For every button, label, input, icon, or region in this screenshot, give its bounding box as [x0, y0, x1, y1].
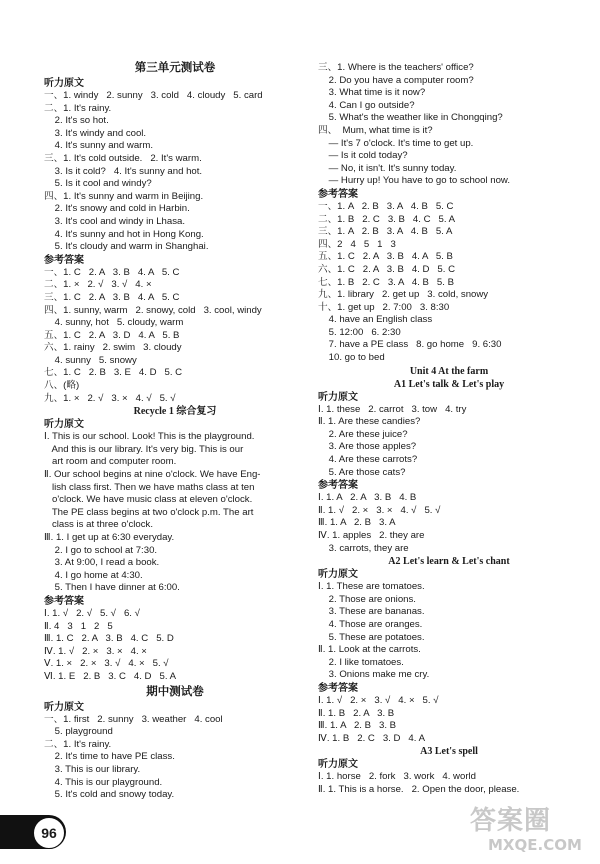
unit-heading: Recycle 1 综合复习	[133, 406, 217, 418]
text-line: 3. Is it cold? 4. It's sunny and hot.	[44, 165, 203, 177]
text-line: 3. It's windy and cool.	[44, 127, 147, 139]
text-line: Ⅱ. 1. Look at the carrots.	[318, 644, 421, 656]
right-column	[318, 62, 580, 797]
text-line: Ⅱ. Our school begins at nine o'clock. We have Eng-	[44, 469, 261, 481]
subsection-label: 参考答案	[318, 682, 358, 694]
text-line: 三、1. C 2. A 3. B 4. A 5. C	[44, 291, 180, 303]
text-line: 3. Onions make me cry.	[318, 669, 430, 681]
text-line: — No, it isn't. It's sunny today.	[318, 162, 457, 174]
text-line: 10. go to bed	[318, 352, 385, 364]
text-line: 4. Those are oranges.	[318, 618, 423, 630]
subsection-label: 参考答案	[318, 188, 358, 200]
text-line: 3. carrots, they are	[318, 542, 409, 554]
text-line: 4. It's sunny and hot in Hong Kong.	[44, 228, 204, 240]
text-line: 3. It's cool and windy in Lhasa.	[44, 215, 186, 227]
text-line: 2. It's snowy and cold in Harbin.	[44, 203, 190, 215]
text-line: Ⅲ. 1. A 2. B 3. A	[318, 517, 396, 529]
text-line: 4. sunny, hot 5. cloudy, warm	[44, 317, 184, 329]
text-line: 5. It's cloudy and warm in Shanghai.	[44, 241, 209, 253]
section-heading: 第三单元测试卷	[134, 62, 216, 74]
text-line: 四、 Mum, what time is it?	[318, 124, 433, 136]
text-line: 2. I go to school at 7:30.	[44, 544, 158, 556]
text-line: 三、1. A 2. B 3. A 4. B 5. A	[318, 226, 453, 238]
text-line: 七、1. C 2. B 3. E 4. D 5. C	[44, 367, 183, 379]
text-line: 二、1. × 2. √ 3. √ 4. ×	[44, 279, 152, 291]
left-column	[44, 60, 306, 802]
text-line: 四、1. sunny, warm 2. snowy, cold 3. cool, windy	[44, 304, 262, 316]
text-line: Ⅲ. 1. C 2. A 3. B 4. C 5. D	[44, 633, 174, 645]
subsection-label: 参考答案	[44, 595, 84, 607]
text-line: 一、1. C 2. A 3. B 4. A 5. C	[44, 266, 180, 278]
text-line: 一、1. A 2. B 3. A 4. B 5. C	[318, 200, 454, 212]
text-line: 3. What time is it now?	[318, 87, 426, 99]
text-line: 5. It's cold and snowy today.	[44, 789, 175, 801]
text-line: Ⅱ. 1. Are these candies?	[318, 416, 421, 428]
text-line: 4. have an English class	[318, 314, 433, 326]
subsection-label: 参考答案	[44, 254, 84, 266]
text-line: 5. playground	[44, 726, 113, 738]
text-line: Ⅰ. 1. A 2. A 3. B 4. B	[318, 492, 417, 504]
text-line: 4. I go home at 4:30.	[44, 569, 143, 581]
text-line: Ⅱ. 1. B 2. A 3. B	[318, 707, 395, 719]
text-line: 5. What's the weather like in Chongqing?	[318, 112, 503, 124]
subsection-label: 听力原文	[44, 701, 84, 713]
text-line: 4. This is our playground.	[44, 776, 163, 788]
text-line: 三、1. It's cold outside. 2. It's warm.	[44, 152, 202, 164]
watermark-logo: 答案圈	[470, 806, 552, 836]
text-line: 3. These are bananas.	[318, 606, 425, 618]
text-line: Ⅰ. 1. √ 2. × 3. √ 4. × 5. √	[318, 694, 439, 706]
text-line: 5. 12:00 6. 2:30	[318, 326, 401, 338]
text-line: 六、1. C 2. A 3. B 4. D 5. C	[318, 263, 456, 275]
text-line: 2. I like tomatoes.	[318, 656, 404, 668]
text-line: Ⅵ. 1. E 2. B 3. C 4. D 5. A	[44, 670, 177, 682]
text-line: Ⅴ. 1. × 2. × 3. √ 4. × 5. √	[44, 658, 169, 670]
text-line: 一、1. windy 2. sunny 3. cold 4. cloudy 5. card	[44, 90, 263, 101]
text-line: 九、1. × 2. √ 3. × 4. √ 5. √	[44, 392, 176, 404]
text-line: Ⅳ. 1. √ 2. × 3. × 4. ×	[44, 645, 147, 657]
text-line: 二、1. It's rainy.	[44, 102, 112, 114]
text-line: 九、1. library 2. get up 3. cold, snowy	[318, 289, 489, 301]
text-line: 2. It's so hot.	[44, 115, 109, 127]
text-line: Ⅰ. 1. these 2. carrot 3. tow 4. try	[318, 403, 467, 415]
text-line: Ⅱ. 1. √ 2. × 3. × 4. √ 5. √	[318, 504, 441, 516]
page-number: 96	[33, 817, 65, 849]
text-line: The PE class begins at two o'clock p.m. The art	[44, 506, 254, 518]
text-line: 三、1. Where is the teachers' office?	[318, 62, 474, 73]
text-line: 2. It's time to have PE class.	[44, 751, 175, 763]
text-line: 3. This is our library.	[44, 763, 141, 775]
subsection-label: 听力原文	[318, 391, 358, 403]
text-line: Ⅰ. 1. These are tomatoes.	[318, 581, 425, 593]
text-line: 二、1. It's rainy.	[44, 738, 112, 750]
text-line: art room and computer room.	[44, 456, 177, 468]
text-line: 4. sunny 5. snowy	[44, 354, 137, 366]
text-line: Ⅳ. 1. B 2. C 3. D 4. A	[318, 732, 425, 744]
subsection-label: 听力原文	[44, 419, 84, 431]
text-line: 5. Are those cats?	[318, 466, 406, 478]
subsection-label: 听力原文	[318, 759, 358, 771]
unit-heading: A1 Let's talk & Let's play	[393, 378, 505, 390]
text-line: — Is it cold today?	[318, 150, 408, 162]
text-line: And this is our library. It's very big. This is our	[44, 443, 244, 455]
text-line: 五、1. C 2. A 3. D 4. A 5. B	[44, 329, 180, 341]
text-line: 3. Are those apples?	[318, 441, 417, 453]
text-line: 5. Then I have dinner at 6:00.	[44, 582, 180, 594]
text-line: 4. Can I go outside?	[318, 99, 415, 111]
text-line: Ⅰ. 1. horse 2. fork 3. work 4. world	[318, 771, 476, 783]
watermark-url: MXQE.COM	[488, 836, 582, 854]
text-line: 四、1. It's sunny and warm in Beijing.	[44, 190, 204, 202]
unit-heading: A2 Let's learn & Let's chant	[388, 556, 510, 568]
text-line: Ⅲ. 1. A 2. B 3. B	[318, 720, 397, 732]
text-line: 五、1. C 2. A 3. B 4. A 5. B	[318, 251, 453, 263]
subsection-label: 听力原文	[44, 78, 84, 89]
text-line: Ⅰ. This is our school. Look! This is the playground.	[44, 431, 255, 443]
text-line: 3. At 9:00, I read a book.	[44, 557, 160, 569]
unit-heading: A3 Let's spell	[420, 746, 478, 758]
text-line: Ⅱ. 4 3 1 2 5	[44, 620, 113, 632]
text-line: 六、1. rainy 2. swim 3. cloudy	[44, 342, 182, 354]
text-line: 一、1. first 2. sunny 3. weather 4. cool	[44, 713, 223, 725]
text-line: Ⅳ. 1. apples 2. they are	[318, 530, 425, 541]
text-line: 十、1. get up 2. 7:00 3. 8:30	[318, 301, 450, 313]
text-line: 4. It's sunny and warm.	[44, 140, 154, 152]
text-line: Ⅰ. 1. √ 2. √ 5. √ 6. √	[44, 607, 140, 619]
text-line: lish class first. Then we have maths class at ten	[44, 481, 255, 493]
text-line: — Hurry up! You have to go to school now.	[318, 175, 510, 187]
text-line: 四、2 4 5 1 3	[318, 238, 396, 250]
text-line: Ⅱ. 1. This is a horse. 2. Open the door, please.	[318, 783, 520, 795]
text-line: — It's 7 o'clock. It's time to get up.	[318, 137, 474, 149]
text-line: o'clock. We have music class at eleven o'clock.	[44, 494, 253, 506]
text-line: 5. These are potatoes.	[318, 631, 425, 643]
text-line: 5. Is it cool and windy?	[44, 178, 152, 190]
text-line: 4. Are these carrots?	[318, 454, 418, 466]
subsection-label: 听力原文	[318, 569, 358, 581]
text-line: 2. Do you have a computer room?	[318, 74, 474, 86]
text-line: 2. Those are onions.	[318, 593, 416, 605]
text-line: class is at three o'clock.	[44, 519, 154, 531]
text-line: 2. Are these juice?	[318, 428, 408, 440]
subsection-label: 参考答案	[318, 480, 358, 492]
text-line: 八、(略)	[44, 380, 80, 392]
unit-heading: Unit 4 At the farm	[409, 365, 489, 377]
text-line: 7. have a PE class 8. go home 9. 6:30	[318, 339, 502, 351]
text-line: 二、1. B 2. C 3. B 4. C 5. A	[318, 213, 456, 225]
text-line: 七、1. B 2. C 3. A 4. B 5. B	[318, 276, 454, 288]
section-heading: 期中测试卷	[146, 685, 204, 698]
text-line: Ⅲ. 1. I get up at 6:30 everyday.	[44, 532, 175, 543]
